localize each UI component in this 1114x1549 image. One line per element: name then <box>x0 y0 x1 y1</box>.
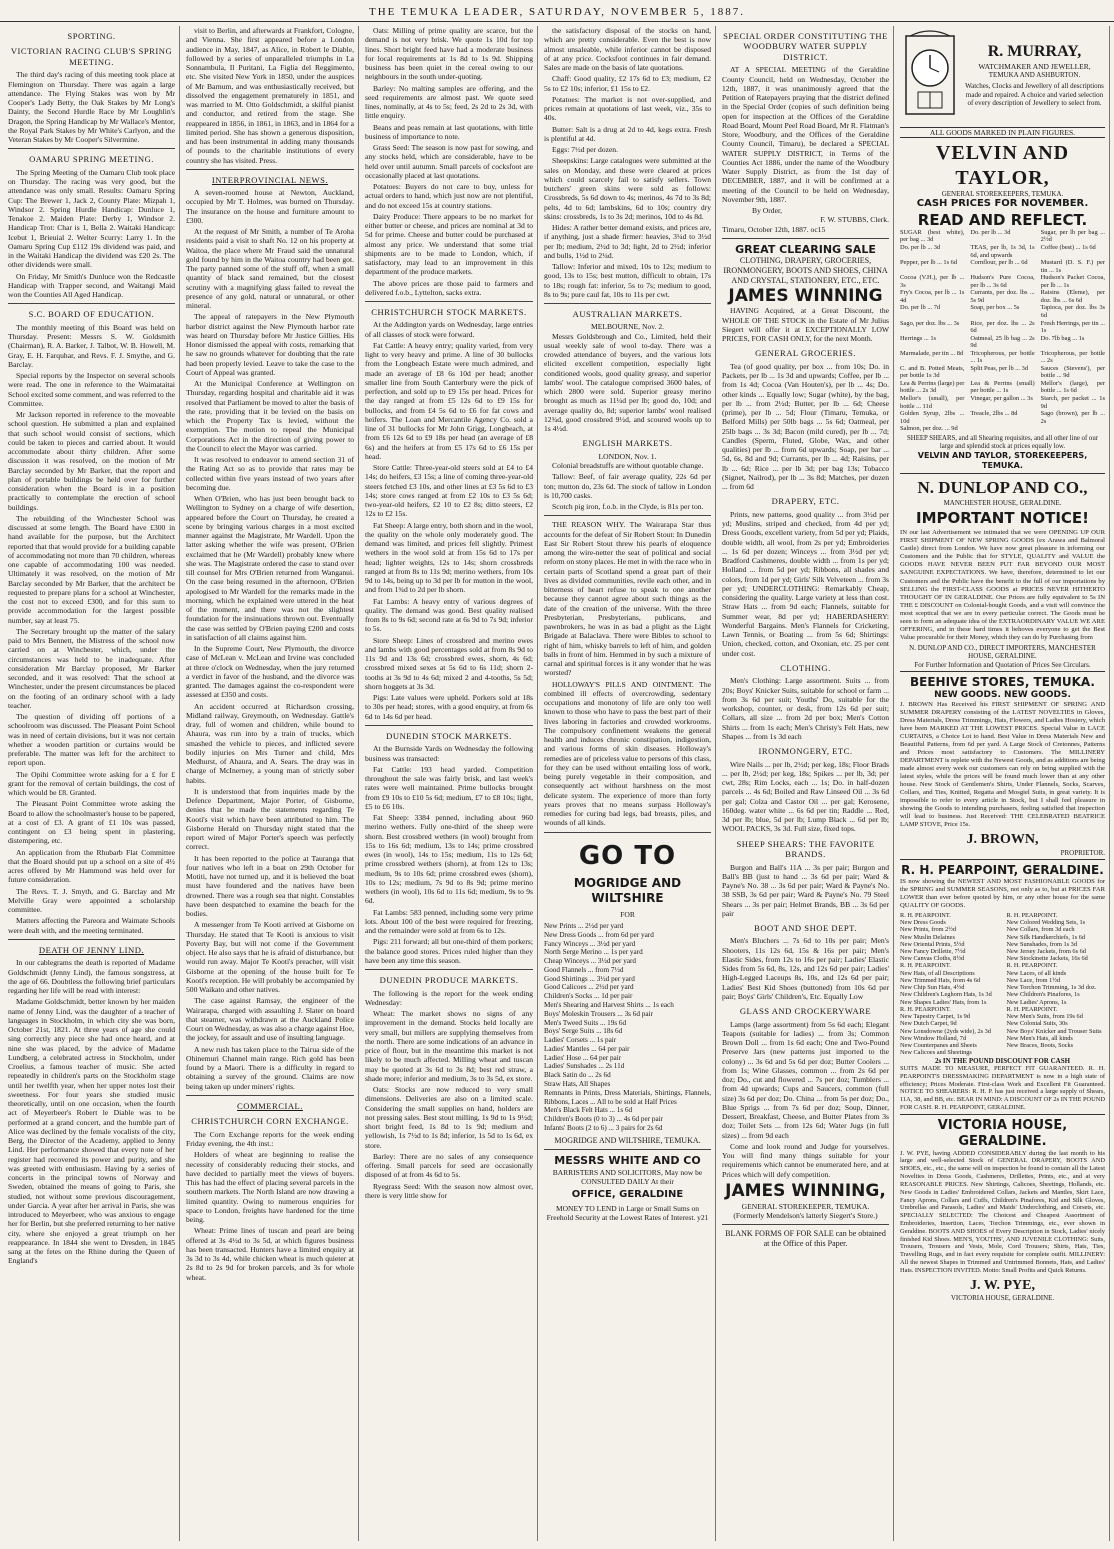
divider <box>186 1095 354 1096</box>
divider <box>544 1149 711 1150</box>
ad-footer: MOGRIDGE AND WILTSHIRE, TEMUKA. <box>554 1135 701 1145</box>
section-heading: CLOTHING. <box>780 662 831 673</box>
article-paragraph: Pigs: 211 forward; all but one-third of them porkers; the balance good stores. Prices ruled higher than they have been any time this season. <box>365 937 533 965</box>
price-list-item: Do. per lb ... 7d <box>900 304 941 312</box>
clearing-sale-sub: CLOTHING, DRAPERY, GROCERIES, IRONMONGERY, BOOTS AND SHOES, CHINA AND CRYSTAL, STATIONERY, ETC., ETC. <box>723 256 888 285</box>
price-list-item: New Lace, from 1½d <box>1006 976 1061 984</box>
velvin-taylor-cash: CASH PRICES FOR NOVEMBER. <box>916 198 1089 210</box>
article-paragraph: Holders of wheat are beginning to realise the necessity of considerably reducing their stocks, and have decided to partially meet the views of buyers. This has had the effect of placing several parcels in the southern markets. The North Island are now drawing a limited quantity. Owing to numerous enquiries for space to London, freights have hardened for the time being. <box>186 1150 354 1225</box>
article-paragraph: AT A SPECIAL MEETING of the Geraldine County Council, held on Wednesday, October the 12th, 1887, it was unanimously agreed that the Petition of Ratepayers praying that the district defined in the Special Order (copies of such definition being open for inspection at the Offices of the Geraldine Road Board, Mount Peel Road Board, Mr R. Flatman's Store, Woodbury, and the Offices of the Geraldine County Council, Timaru), be declared a SPECIAL WATER SUPPLY DISTRICT, in Terms of the Counties Act 1886, under the name of the Woodbury Water Supply District, as from the 1st day of DECEMBER, 1887, and it will be confirmed at a meeting of the Council to be held on Wednesday, November 9th, 1887. <box>722 65 889 204</box>
murray-loc: TEMUKA AND ASHBURTON. <box>988 70 1081 79</box>
article-paragraph: Store Sheep: Lines of crossbred and merino ewes and lambs with good percentages sold at from 8s 9d to 11s 9d and 13s 6d; crossbred ewes, shorn, 4s 6d; crossbred mixed sexes at 5s 6d to 6s 11d; shorn 2-tooths at 3s 9d to 4s 6d; mixed 2 and 4-tooths, 5s 5d; shorn hoggets at 3s 3d. <box>365 635 533 691</box>
price-list-item: New Fancy Drillette, 7½d <box>900 947 966 955</box>
price-list-item: New Canvas Cloths, 8½d <box>900 955 965 963</box>
price-list-item: Golden Syrup, 2lbs ... 10d <box>900 410 965 425</box>
article-paragraph: The rebuilding of the Winchester School was discussed at some length. The Board have £300 in hand available for the purpose, but the Architect reported that that would provide for a building capable of accommodating not more than 70 children, whereas one capable of accommodating 100 was needed. Ultimately it was resolved, on the motion of Mr Barclay seconded by Mr Barker, that the architect be requested to prepare plans for a school at Winchester, the cost not to exceed £300, and for this sum to provide accommodation for the largest possible number, say at least 75. <box>8 513 175 625</box>
price-list: Tea (of good quality, per box ... from 10s; Do. in Packets, per lb ... 1s 3d and upwards; Coffee, per lb ... from 1s 4d; Cocoa (Van Houten's), per lb ... 4s; Do. other kinds ... Equally low; Sugar (white), by the bag, per lb ... from 2½d; Butter, per lb ... 6d; Cheese (prime), per lb ... 5d; Flour (Timaru, Temuka, or Belford Mills) per 50lb bags ... 5s 6d; Oatmeal, per 25lb bags ... 3s 3d; Bacon (mild cured), per lb ... 7d; Candles (Sperm, Fluted, Globe, Wax, and other qualities) per lb ... from 6d upwards; Soap, per bar ... 5d, 6s, 8d and 9d; Currants, per lb ... 4d; Raisins, per lb ... 6d; Rice ... per lb 3d; per bag 13s; Tobacco (Signet, Nailrod), per lb ... 3s 8d; Matches, per dozen ... from 6d <box>722 361 889 492</box>
section-heading: GLASS AND CROCKERYWARE <box>739 1006 872 1017</box>
velvin-taylor-sub: GENERAL STOREKEEPERS, TEMUKA. <box>941 189 1064 198</box>
price-list-item: Fry's Cocoa, per lb ... 1s 4d <box>900 289 965 304</box>
price-list-item: New Counterpanes and Sheets <box>900 1042 977 1050</box>
price-list: Lamps (large assortment) from 5s 6d each; Elegant Teapots (suitable for ladies) ... from 3s; Common Brown Doll ... from 1s 6d each; One and Two-Pound Preserve Jars (new patterns just imported to the colony) ... 3s 6d and 5s 6d per doz; Butter Coolers ... from 1s; Wine Glasses, common ... from 2s 6d per doz; Do., cut and flowered ... 7s per doz; Tumblers ... from 4d upwards; Cups and Saucers, common (full size) 3s 6d per doz; Do. China ... from 5s per doz; Do., Blue Sprigs ... from 7s 6d per doz; Soup, Dinner, Dessert, Breakfast, Cheese, and Butter Plates from 3s doz; Toilet Sets ... from 12s 6d; Water Jugs (in full sizes) ... from 9d each <box>722 1019 889 1140</box>
price-list-item: New Collars, from 3d each <box>1006 926 1075 934</box>
article-paragraph: HAVING Acquired, at a Great Discount, the WHOLE OF THE STOCK in the Estate of Mr Julius Siegert will offer it at EXCEPTIONALLY LOW PRICES, FOR CASH ONLY, for the next Month. <box>722 306 889 344</box>
section-heading: ENGLISH MARKETS. <box>582 438 673 449</box>
article-paragraph: In our cablegrams the death is reported of Madame Goldschmidt (Jenny Lind), the famous songstress, at the age of 66. Doubtless the following brief particulars regarding her life will be read with interest: <box>8 958 175 996</box>
price-list-item: Treacle, 2lbs ... 8d <box>970 410 1018 418</box>
price-list-item: New Boys' Knicker and Trouser Suits <box>1006 1027 1102 1035</box>
price-list-item: New Tapestry Carpet, 1s 9d <box>900 1013 970 1021</box>
section-heading: IRONMONGERY, ETC. <box>758 746 853 757</box>
section-heading: DUNEDIN STOCK MARKETS. <box>386 730 512 741</box>
column-1 <box>4 26 180 1541</box>
article-paragraph: The following is the report for the week ending Wednesday: <box>365 988 533 1007</box>
ad-price-list <box>544 922 711 1133</box>
blank-forms: BLANK FORMS OF FOR SALE can be obtained at the Office of this Paper. <box>725 1229 886 1248</box>
white-co-sub: BARRISTERS AND SOLICITORS, May now be CONSULTED DAILY At their <box>552 1167 703 1186</box>
column-4 <box>540 26 716 1541</box>
article-paragraph: An application from the Rhubarb Flat Committee that the Board should put up a school on a site of 4½ acres offered by Mr Hammond was held over for future consideration. <box>8 847 175 885</box>
price-list-item: Cheap Winceys ... 3½d per yard <box>544 957 636 966</box>
ad-firm-name: MOGRIDGE AND WILTSHIRE <box>573 876 682 906</box>
column-5 <box>718 26 894 1541</box>
price-list-item: Sago, per doz. lbs ... 3s <box>900 319 960 327</box>
article-paragraph: Store Cattle: Three-year-old steers sold at £4 to £4 14s; do heifers, £3 15s; a line of coming three-year-old steers fetched £3 10s, and other lines at £3 5s 6d to £3 14s; store cows ranged at from £2 10s to £3 5s 6d; two-year-old heifers, £2 10 to £2 8s; ditto steers, £2 12s to £2 15s. <box>365 463 533 519</box>
price-list-item: New Lonsdowne (2yds wide), 2s 3d <box>900 1027 991 1035</box>
price-list-item: Cornflour, per lb ... 6d <box>970 259 1028 267</box>
james-winning-sub: GENERAL STOREKEEPER, TEMUKA. <box>741 1201 870 1211</box>
price-list-item: R. H. PEARPOINT. <box>1006 1005 1058 1013</box>
price-list-item: C. and B. Potted Meats, per bottle 1s 3d <box>900 364 965 380</box>
velvin-taylor-reflect: READ AND REFLECT. <box>917 210 1088 229</box>
article-paragraph: Pigs: Late values were upheld. Porkers sold at 18s to 30s per head; stores, with a good enquiry, at from 6s 6d to 14s 6d per head. <box>365 693 533 721</box>
white-co-office: OFFICE, GERALDINE <box>571 1189 684 1201</box>
victoria-house-name: VICTORIA HOUSE, GERALDINE. <box>937 1117 1068 1149</box>
white-co-title: MESSRS WHITE AND CO <box>554 1154 701 1168</box>
article-paragraph: In the Supreme Court, New Plymouth, the divorce case of McLean v. McLean and Irvine was concluded at three o'clock on Wednesday, when the jury returned a verdict in favor of the husband, and the divorce was granted. The damages against the co-respondent were assessed at £350 and costs. <box>186 644 354 700</box>
price-list-item: R. H. PEARPOINT. <box>900 911 951 919</box>
article-paragraph: The Revs. T. J. Smyth, and G. Barclay and Mr Melville Gray were appointed a scholarship committee. <box>8 886 175 915</box>
price-list-item: Ladies' Mantles ... 64 per pair <box>544 1044 630 1053</box>
beehive-prop: PROPRIETOR. <box>900 849 1105 861</box>
price-list-item: New Hats, of all Descriptions <box>900 969 975 977</box>
article-paragraph: The case against Ramsay, the engineer of the Wairarapa, charged with assaulting J. Slater on board that steamer, was withdrawn at the Auckland Police Court on Wednesday, as was also a charge against Hoe, the jockey, for assault and use of insulting language. <box>186 996 354 1043</box>
price-list-item: New Oriental Prints, 5½d <box>900 940 965 948</box>
dateline: MELBOURNE, Nov. 2. <box>590 322 665 332</box>
article-paragraph: Beans and peas remain at last quotations, with little business of importance to note. <box>365 122 533 141</box>
article-paragraph: Fat Cattle: A heavy entry; quality varied, from very light to very heavy and prime. A line of 30 bullocks from the Longbeach Estate were much admired, and made an average of £8 6s 10d per head; another smaller line from South Canterbury were the pick of perfection, and sold up to £9 15s per head. Prices for the day ranged at from £5 12s 6d to £9 15s for bullocks, and from £4 5s 6d to £6 for fat cows and heifers. The Loan and Mercantile Agency Co. sold a line of 31 bullocks for Mr John Grigg, Longbeach, at from £6 12s 6d to £9 18s per head (an average of £8 6s) and the heifers at from £5 17s 6d to £6 15s per head. <box>365 340 533 461</box>
article-paragraph: Oats: Stocks are now reduced to very small dimensions. Deliveries are also on a limited scale. Considering the small supplies on hand, holders are not pressing sales. Best stout milling, 1s 9d to 1s 9½d; short bright feed, 1s 8d to 1s 9d; medium and yellowish, 1s 7½d to 1s 8d; inferior, 1s 5d to 1s 6d, ex store. <box>365 1085 533 1150</box>
article-paragraph: The appeal of ratepayers in the New Plymouth harbor district against the New Plymouth harbor rate was heard on Thursday before Mr Justice Gillies. His Honor dismissed the appeal with costs, remarking that he saw no grounds whatever for doubting that the rate had been properly levied. Leave to take the case to the Court of Appeal was granted. <box>186 312 354 377</box>
beehive-sub: NEW GOODS. NEW GOODS. <box>934 689 1071 700</box>
section-heading: AUSTRALIAN MARKETS. <box>572 309 683 319</box>
pearpoint-list-left <box>900 912 999 1057</box>
article-paragraph: At the request of Mr Smith, a number of Te Aroha residents paid a visit to shaft No. 12 on his property at Waitoa, the place where Mr Fraud said the unnatural gold found by him in the Waitoa country had been got. The party panned some of the stuff off, when a small quantity of black sand remained, but the closest scrutiny with a magnifying glass failed to reveal the presence of any gold, natural or unnatural, or other mineral. <box>186 227 354 311</box>
murray-name: R. MURRAY, <box>987 43 1082 61</box>
velvin-taylor-footer: VELVIN AND TAYLOR, STOREKEEPERS, TEMUKA. <box>900 451 1105 474</box>
section-heading: INTERPROVINCIAL NEWS. <box>211 174 329 185</box>
price-list-item: Lea & Perrins (large) per bottle ... 2s 3d <box>900 379 965 395</box>
velvin-taylor-name: VELVIN AND TAYLOR, <box>935 142 1070 189</box>
divider <box>544 832 711 833</box>
murray-desc: Watches, Clocks and Jewellery of all descriptions made and repaired. A choice and varied selection of every description of Jewellery to select from. <box>965 82 1104 108</box>
price-list-item: New Sunshades, from 1s 3d <box>1006 940 1077 948</box>
dunlop-body: IN our last Advertisement we intimated that we were OPENING UP OUR FIRST SHIPMENT OF NEW SPRING GOODS (ex Arawa and Balmoral Castle) direct from London. We have now great pleasure in informing our Customers and the Public that for STYLE, QUALITY and VALUE the GOODS HAVE NEVER BEEN PUT FAR BEYOND OUR MOST SANGUINE EXPECTATIONS. We have, therefore, determined to let our Customers and the Public have the benefit to the full of our importations by SELLING the FIRST-CLASS GOODS at PRICES NEVER HITHERTO THOUGHT OF IN GERALDINE. Our Prices are fully equivalent to 5s IN THE £ DISCOUNT on Colonial-bought Goods, and a visit will convince the most sceptical that we are in every particular correct. The Goods must be seen to form an adequate idea of the EXTRAORDINARY VALUE WE ARE OFFERING, and in these hard times it behoves everyone to get the Best Value procurable for their Money, which they can do by Purchasing from <box>900 529 1105 641</box>
price-list-item: Tricopherous, per bottle ... 1s <box>970 349 1035 365</box>
beehive-body: J. BROWN Has Received his FIRST SHIPMENT OF SPRING AND SUMMER DRAPERY consisting of the LATEST NOVELTIES in Gloves, Dress Materials, Dress Trimmings, Hats, Flowers, and Ladies Hosiery, which have been MARKED AT THE LOWEST PRICES. Special Value in LACE CURTAINS, a Choice Lot to hand. Best Value in Dress Materials New and Beautiful Patterns, from 6d per yard. A Large Stock of Cretonnes, Patterns and Prices most satisfactory to Customers. The MILLINERY DEPARTMENT is replete with the Newest Goods, and as additions are being made almost every week our customers can rely on being supplied with the latest styles, while the prices will be found much lower than at any other house. New Stock of Gentlemen's Shirts, Under Flannels, Socks, Scarves, Collars, and Ties, Knitted, Regatta and Mosgiel Suits, in great variety. It is impossible to refer to every article in Stock, but I shall feel pleasure in showing the Goods to intending purchasers, feeling satisfied that inspection will lead to business. Just Received: THE CELEBRATED BEATRICE LAMP STOVE, Price 15s. <box>900 700 1105 829</box>
section-heading: SHEEP SHEARS: THE FAVORITE BRANDS. <box>736 838 875 860</box>
article-paragraph: At the Municipal Conference at Wellington on Thursday, regarding hospital and charitable aid it was resolved that Parliament be moved to alter the basis of the rate, providing that it be levied on the basis on which the Property Tax is levied, without the exemption. The motion to repeal the Municipal Corporations Act in the direction of giving power to the Council to elect the Mayor was carried. <box>186 379 354 453</box>
beehive-name: BEEHIVE STORES, TEMUKA. <box>910 675 1095 690</box>
order-date: Timaru, October 12th, 1887. oc15 <box>722 224 826 234</box>
price-list-item: New Chip Sun Hats, 4½d <box>900 984 965 992</box>
price-list: Prints, new patterns, good quality ... from 3½d per yd; Muslins, striped and checked, from 4d per yd; Dress Goods, excellent variety, from 5d per yd; Plaids, double width, all wool, from 2s per yd; Embroideries ... 1s 6d per dozen; Winceys ... from 3½d per yd; Bradford Cashmeres, double width ... from 1s per yd; Holland ... from 5d per yd; Ribbons, all shades and colors, from 1d per yd; Girls' Silk Velveteen ... from 3s per yd; UNDERCLOTHING: Remarkably Cheap, considering the quality. Large variety at less than cost. Straw Hats ... from 9d each; Flannels, suitable for Summer wear, 8d per yd; HABERDASHERY: Wonderful Bargains. Men's Flannels for Cricketing, Lawn Tennis, or Boating ... from 5s 6d; Shirtings: Union, checked, cotton, and Oxonian, etc. 25 per cent under cost. <box>722 509 889 658</box>
article-paragraph: Fat Sheep: 3384 penned, including about 960 merino wethers. Fully one-third of the sheep were shorn. Best crossbred wethers (in wool) brought from 15s to 16s 6d; medium, 13s to 14s; prime crossbred ewes (in wool), 14s to 15s; medium, 11s to 12s 6d; prime crossbred wethers (shorn), at from 12s to 13s; medium, 9s to 10s 6d; prime crossbred ewes (shorn), 10s to 12s; medium, 7s 9d to 8s 9d; prime merino wethers (in wool), 10s 6d to 11s 6d; medium, 9s to 9s 6d. <box>365 813 533 906</box>
article-paragraph: Hides: A rather better demand exists, and prices are, if anything, just a shade firmer: heavies, 3¼d to 3½d per lb; medium, 2½d to 3d; light, 2d to 2½d; inferior and bulls, 1½d to 2¼d. <box>544 223 711 260</box>
article-paragraph: It is understood that from inquiries made by the Defence Department, Major Porter, of Gisborne, denies that he made the statements regarding Te Kooti's visit which have been attributed to him. The Gisborne Herald on Thursday night stated that the report wired of Major Porter's speech was perfectly correct. <box>186 786 354 852</box>
dunlop-footer: For Further Information and Quotation of Prices See Circulars. <box>900 661 1105 673</box>
price-list-item: Split Peas, per lb ... 3d <box>970 364 1029 372</box>
article-paragraph: It has been reported to the police at Tauranga that four natives who left in a boat on 29th October for Motiti, have not turned up, and it is believed the boat must have foundered and the natives have been drowned. There was a rough sea that night. Constables have been despatched to examine the beach for the bodies. <box>186 853 354 919</box>
price-list-item: Do. 7lb bag ... 1s <box>1040 334 1085 342</box>
article-paragraph: HOLLOWAY'S PILLS AND OINTMENT. The combined ill effects of overcrowding, sedentary occupations and monotony of life are only too well known to those who have to pass the best part of their lives laboring in factories and crowded workrooms. The compulsory confinement weakens the general health and induces chronic constipation, indigestion, and various forms of skin diseases. Holloway's remedies are of priceless value to persons of this class, for they can be used without entailing loss of work, being purely vegetable in their composition, and consequently act without harshness on the most delicate system. The experience of more than forty years proves that no means surpass Holloway's remedies for curing bad legs, bad breasts, piles, and wounds of all kinds. <box>544 679 711 828</box>
article-paragraph: The third day's racing of this meeting took place at Flemington on Thursday. There was again a large attendance. The Flying Stakes was won by Mr Cooper's Lady Betty, the Oak Stakes by Mr Long's Dainty, the Second Hurdle Race by Mr Loughlin's Dragon, the Spring Handicap by Mr Wallace's Mentor, the Royal Park Stakes by Mr White's Carlyon, and the Veteran Stakes by Mr Cooper's Silvermine. <box>8 70 175 145</box>
price-list-item: New Trimmed Hats, from 4s 6d <box>900 976 981 984</box>
article-paragraph: The Secretary brought up the matter of the salary paid to Mrs Bennett, the Mistress of the school now carried on at Winchester, which, under the circumstances was held to be inadequate. After consideration Mr Barclay proposed, Mr Barker seconded, and it was resolved: That the school at Winchester, under the present circumstances be placed on the footing of an ordinary school with a lady teacher. <box>8 626 175 710</box>
section-heading: SPORTING. <box>67 31 116 41</box>
price-list-item: New Prints, from 2½d <box>900 926 957 934</box>
price-list-item: R. H. PEARPOINT. <box>900 962 951 970</box>
article-paragraph: A new rush has taken place to the Tairua side of the Ohinemuri Channel main range. Rich gold has been found by a Maori. There is a difficulty in regard to obtaining a survey of the ground. Claims are now being taken up under miners' rights. <box>186 1044 354 1091</box>
section-heading: DRAPERY, ETC. <box>771 496 840 507</box>
pearpoint-name: R. H. PEARPOINT, GERALDINE. <box>901 863 1104 878</box>
victoria-house-body: J. W. PYE, having ADDED CONSIDERABLY during the last month to his large and well-selected Stock of GENERAL DRAPERY, BOOTS AND SHOES, etc., etc., the same will on inspection be found to contain all the Latest Novelties in Dress Goods, Cashmeres, Drillettes, Prints, etc., and at very REASONABLE PRICES. New Shirtings, Calicoes, Sheetings, Hollands, etc. New Goods in Ladies' Embroidered Collars, Jackets and Mantles, Skirt Lace, Fancy Aprons, Collars and Cuffs, Children's Pinafores, Kid and Silk Gloves, Umbrellas and Parasols, Ladies' and Maids' Underclothing, and Corsets, etc. SPECIALLY SELECTED: The Choicest and Cheapest Assortment of Embroideries, Insertion, Laces, Torchon Trimmings, etc., ever shown in Geraldine. BOOTS AND SHOES of Every Description in Stock, Ladies' nicely finished Kid Shoes. MEN'S, YOUTHS', AND JUVENILE CLOTHING: Suits, Trousers, Trousers and Vests, Mole, Cord Trousers; Shirts, Hats, Ties, Travelling Rugs, and in fact every requisite for complete outfit. MILLINERY: All the newest Shapes in Trimmed and Untrimmed Bonnets, Hats, and Ladies' Hats. INSPECTION INVITED. Motto: Small Profits and Quick Returns. <box>900 1149 1105 1274</box>
article-paragraph: Barley: No malting samples are offering, and the seed requirements are almost past. We quote seed lines, nominally, at 4s to 5s; feed, 2s 2d to 2s 3d, with little enquiry. <box>365 83 533 121</box>
article-paragraph: At the Addington yards on Wednesday, large entries of all classes of stock were forward. <box>365 320 533 339</box>
price-list-item: New Men's Suits, from 19s 6d <box>1006 1013 1083 1021</box>
price-list-item: Herrings ... 1s <box>900 334 937 342</box>
price-list-item: Soap, per box ... 5s <box>970 304 1020 312</box>
article-paragraph: Special reports by the Inspector on several schools were read. The one in reference to the Waimataitai School excited some comment, and was referred to the Committee. <box>8 371 175 408</box>
price-list-item: Boys' Moleskin Trousers ... 3s 6d pair <box>544 1009 653 1018</box>
price-list-item: New Men's Hats, all kinds <box>1006 1034 1073 1042</box>
price-list-item: Rice, per doz. lbs ... 2s 6d <box>970 319 1035 335</box>
article-paragraph: Potatoes: The market is not over-supplied, and prices remain at quotations of last week, viz., 35s to 40s. <box>544 94 711 123</box>
price-list-item: New Stockinette Jackets, 16s 6d <box>1006 955 1088 963</box>
price-list-item: Oatmeal, 25 lb bag ... 2s 9d <box>970 334 1035 350</box>
section-heading: BOOT AND SHOE DEPT. <box>754 923 857 933</box>
price-list-item: Hudson's Pure Cocoa, per lb ... 3s 6d <box>970 274 1035 289</box>
article-paragraph: Wheat: The market shows no signs of any improvement in the demand. Stocks held locally are very small, but millers are supplying themselves from the north. There are some indications of an advance in price of flour, but in the meantime this market is not likely to be much affected. Milling wheat and tuscan may be quoted at 3s 6d to 3s 8d; best red straw, a shade more; inferior and medium, 3s to 3s 5d, ex store. <box>365 1009 533 1083</box>
article-paragraph: the satisfactory disposal of the stocks on hand, which are pretty considerable. Even the best is now almost unsaleable, while inferior cannot be disposed of at any price. Cocksfoot continues in fair demand. Sales are made on the basis of late quotations. <box>544 26 711 72</box>
price-list-item: Good Shirtings ... 3½d per yard <box>544 974 635 983</box>
article-paragraph: The monthly meeting of this Board was held on Thursday. Present: Messrs S. W. Goldsmith (Chairman), R. A. Barker, J. Talbot, W. B. Howell, M. Gray, E. H. Farquhar, and Revs. F. J. Smythe, and G. Barclay. <box>8 322 175 369</box>
price-list-item: Do. per lb ... 3d <box>970 228 1011 236</box>
murray-footer: ALL GOODS MARKED IN PLAIN FIGURES. <box>900 127 1105 138</box>
price-list-item: Men's Tweed Suits ... 19s 6d <box>544 1018 627 1027</box>
article-paragraph: Barley: There are no sales of any consequence offering. Small parcels for seed are occasionally disposed of at from 4s 6d to 5s. <box>365 1151 533 1180</box>
price-list-item: Marmalade, per tin ... 8d <box>900 349 964 357</box>
divider <box>186 169 354 170</box>
price-list-item: R. H. PEARPOINT. <box>1006 962 1058 970</box>
article-paragraph: The above prices are those paid to farmers and delivered f.o.b., Lyttelton, sacks extra. <box>365 278 533 297</box>
article-paragraph: Tallow: Beef, of fair average quality, 22s 6d per ton; mutton do, 23s 6d. The stock of tallow in London is 10,700 casks. <box>544 472 711 500</box>
pearpoint-list-right <box>1007 912 1106 1057</box>
price-list-item: Mustard (D. S. F.) per tin ... 1s <box>1040 259 1105 274</box>
price-list-item: Coffee (best) ... 1s 6d <box>1040 244 1096 252</box>
price-list-item: Good Flannels ... from 7½d <box>544 965 624 974</box>
section-heading: CHRISTCHURCH CORN EXCHANGE. <box>191 1116 349 1127</box>
price-list-item: Mellor's (small), per bottle ... 11d <box>900 394 965 410</box>
article-paragraph: Fat Lambs: A heavy entry of various degrees of quality. The demand was good. Best quality realised from 8s to 9s 6d; second rate at 6s 9d to 7s 9d; inferior to 5s. <box>365 596 533 634</box>
velvin-taylor-prices <box>900 229 1105 433</box>
price-list: Burgon and Ball's 11A ... 3s per pair; Burgon and Ball's BB (just to hand ... 3s 6d per pair; Ward & Payne's No. 38 ... 3s 6d per pair; Ward & Payne's No. 38 SSB, 3s 6d per pair; Ward & Payne's No. 79 Steel Shears ... 3s per pair; Helmet Brands, BB ... 3s 6d per pair <box>722 862 889 918</box>
price-list-item: New Children's Leghorn Hats, 1s 3d <box>900 991 992 999</box>
article-paragraph: Matters affecting the Pareora and Waimate Schools were dealt with, and the meeting terminated. <box>8 916 175 935</box>
dunlop-notice: IMPORTANT NOTICE! <box>915 509 1090 528</box>
white-co-money: MONEY TO LEND in Large or Small Sums on Freehold Security at the Lowest Rates of Interest. y21 <box>546 1204 709 1223</box>
article-paragraph: Sheepskins: Large catalogues were submitted at the sales on Monday, and these were cleared at prices which could scarcely fail to satisfy sellers. Town butchers' green skins were sold as follows: Crossbreds, 5s 6d down to 4s; merinos, 4s 7d to 3s 8d; pelts, 4d to 6d; lambskins, 6d to 10s; country dry skins: crossbreds, 1s to 3s 2d; merinos, 10d to 4s 8d. <box>544 156 711 221</box>
victoria-house-sig: J. W. PYE, <box>970 1277 1035 1293</box>
price-list-item: Sauces (Stevens'), per bottle ... 9d <box>1040 364 1105 380</box>
price-list: Men's Bluchers ... 7s 6d to 10s per pair; Men's Shooters, 11s 12s 6d, 15s & 16s per pair; Men's Elastic Sides, from 12s to 16s per pair; Ladies' Elastic Sides from 5s 6d, 8s, 12s, and 12s 6d per pair; Ladies' High-Legged Laceups 8s, 10s, and 12s 6d per pair; Ladies' Best Kid Shoes (buttoned) from 10s 6d per pair; Boys' Girls' Children's, Etc. Equally Low <box>722 936 889 1001</box>
section-heading: DEATH OF JENNY LIND. <box>38 944 145 955</box>
ad-goto: GO TO <box>578 840 677 871</box>
article-paragraph: A seven-roomed house at Newton, Auckland, occupied by Mr T. Holmes, was burned on Thursday. The insurance on the house and furniture amount to £300. <box>186 188 354 225</box>
section-heading: OAMARU SPRING MEETING. <box>29 154 154 165</box>
ad-for: FOR <box>620 909 635 919</box>
price-list-item: Currants, per doz. lbs ... 5s 9d <box>970 289 1035 304</box>
price-list-item: Mellor's (large), per bottle ... 1s 6d <box>1040 379 1105 395</box>
article-paragraph: The Corn Exchange reports for the week ending Friday evening, the 4th inst.: <box>186 1129 354 1149</box>
pearpoint-discount: 2s IN THE POUND DISCOUNT FOR CASH <box>934 1056 1071 1065</box>
article-paragraph: The Opihi Committee wrote asking for a £ for £ grant for the removal of certain buildings, the cost of which would be £8. Granted. <box>8 769 175 798</box>
column-3 <box>361 26 538 1541</box>
clearing-sale-title: GREAT CLEARING SALE <box>735 242 876 256</box>
james-winning-note: (Formerly Mendelson's latterly Siegert's Store.) <box>733 1210 878 1220</box>
price-list-item: TEAS, per lb, 1s 3d, 1s 6d, and upwards <box>970 244 1035 259</box>
article-paragraph: Wheat: Prime lines of tuscan and pearl are being offered at 3s 4½d to 3s 5d, at which figures business has been transacted. Hunters have a limited enquiry at 3s 3d to 3s 4d, while chicken wheat is much quieter at 2s 8d to 2s 9d for broken parcels, and 3s for whole wheat. <box>186 1226 354 1282</box>
price-list-item: Children's Boots (0 to 3) ... 4s 6d per pair <box>544 1115 664 1124</box>
divider <box>544 515 711 516</box>
price-list-item: Tapioca, per doz. lbs 3s 6d <box>1040 304 1105 319</box>
pearpoint-footer: SUITS MADE TO MEASURE, PERFECT FIT GUARANTEED. R. H. PEARPOINT'S DRESSMAKING DEPARTMENT is now in a high state of efficiency; Prices Moderate. First-class Work and Excellent Fit Guaranteed. NOTICE TO SHEARERS: R. H. P. has just received a large supply of Shears, 11A, 38, and BB, etc. BEAR IN MIND: A DISCOUNT OF 2s IN THE POUND FOR CASH. R. H. PEARPOINT, GERALDINE. <box>900 1065 1105 1115</box>
article-paragraph: Dairy Produce: There appears to be no market for either butter or cheese, and prices are nominal at 3d to 5d for prime. Cheese and butter could be purchased at almost any price. We understand that some trial shipments are to be made to London, which, if satisfactory, may lead to an improvement in this department of the produce markets. <box>365 211 533 277</box>
article-paragraph: Oats: Milling of prime quality are scarce, but the demand is not very brisk. We quote 1s 10d for top lines. Short bright feed have had a moderate business for local requirements at 1s 8d to 1s 9d. Shipping business has been quiet in the cereal owing to our neighbours in the south under-quoting. <box>365 26 533 82</box>
price-list-item: New Silk Handkerchiefs, 1s 6d <box>1006 933 1086 941</box>
price-list: Men's Clothing: Large assortment. Suits ... from 20s; Boys' Knicker Suits, suitable for school or farm ... from 3s 6d per suit; Youths' Do, suitable for the workshop, counter, or desk, from 12s 6d per suit; Collars, all size ... from 2d per box; Men's Cotton Shirts ... from 1s each; Men's Christy's Felt Hats, new Shapes ... from 1s 3d each <box>722 676 889 741</box>
section-heading: COMMERCIAL. <box>237 1100 303 1111</box>
article-paragraph: Fat Lambs: 583 penned, including some very prime lots. About 100 of the best were required for freezing, and the remainder were sold at from 6s to 12s. <box>365 907 533 936</box>
price-list-item: New Braces, Boots, Socks <box>1006 1042 1074 1050</box>
column-2 <box>182 26 359 1541</box>
article-paragraph: Eggs: 7½d per dozen. <box>552 145 619 154</box>
price-list-item: New Prints ... 2½d per yard <box>544 921 624 930</box>
price-list-item: New Torchon Trimming, 1s 3d doz. <box>1006 984 1097 992</box>
article-paragraph: Chaff: Good quality, £2 17s 6d to £3; medium, £2 5s to £2 10s; inferior, £1 15s to £2. <box>544 74 711 93</box>
price-list-item: New Children's Pinafores, 1s <box>1006 991 1080 999</box>
article-paragraph: Butter: Salt is a drug at 2d to 4d, kegs extra. Fresh is plentiful at 4d. <box>544 124 711 143</box>
price-list-item: Infants' Boots (2 to 6) ... 3 pairs for 2s 6d <box>544 1123 663 1132</box>
price-list-item: New Laces, of all kinds <box>1006 969 1067 977</box>
price-list-item: Salmon, per doz. ... 9d <box>900 425 958 433</box>
order-sign: F. W. STUBBS, Clerk. <box>820 215 889 225</box>
section-heading: DUNEDIN PRODUCE MARKETS. <box>379 975 519 986</box>
section-heading: VICTORIAN RACING CLUB'S SPRING MEETING. <box>10 46 173 67</box>
order-by: By Order, <box>752 206 783 216</box>
divider <box>722 238 889 239</box>
james-winning-sig: JAMES WINNING, <box>725 1180 886 1201</box>
price-list-item: Ladies' Sunshades ... 2s 11d <box>544 1062 625 1071</box>
article-paragraph: The Spring Meeting of the Oamaru Club took place on Thursday. The racing was very good, but the attendance was only small. Results: Oamaru Spring Cup: The Brewer 1, Jack 2, County Plate: Mizpah 1, Windsor 2. Spring Hurdle Handicap: Dunluce 1, Tenakoe 2. Maiden Plate: Derby 1, Windsor 2. Handicap Trot: Char is 1, Bella 2. Waitaki Handicap: Icebut 1, Brieuial 2. Welter Scurry: Larry 1. In the Oamaru Spring Cup £112 19s dividend was paid, and in the Waitaki Handicap the dividend was £20 2s. The other dividends were small. <box>8 167 175 270</box>
price-list-item: Lea & Perrins (small) per bottle ... 1s <box>970 379 1035 395</box>
article-paragraph: Tallow: Inferior and mixed, 10s to 12s; medium to good, 13s to 15s; best mutton, difficult to obtain, 17s to 18s; rough fat: inferior, 5s to 7s; medium to good, 8s to 9s; pure caul fat, 10s to 11s per cwt. <box>544 262 711 299</box>
price-list-item: New Ladies' Aprons, 1s <box>1006 998 1067 1006</box>
article-paragraph: Grass Seed: The season is now past for sowing, and any stocks held, which are considerable, have to be held over until autumn. Small parcels of cocksfoot are occasionally placed at last quotations. <box>365 143 533 180</box>
price-list-item: New Window Holland, 7d <box>900 1034 967 1042</box>
article-paragraph: An accident occurred at Richardson crossing, Midland railway, Greymouth, on Wednesday. Gattle's dray, full of women and children, while bound to Ahaura, was run into by a train of trucks, which smashed the vehicle to pieces, and inflicted severe bodily injuries on Mrs Turner and child, Mrs Medhurst, of Ahaura, and A. Sears. The dray was in charge of McInerney, a young man of strictly sober habits. <box>186 701 354 785</box>
price-list-item: Boys' Serge Suits ... 18s 6d <box>544 1027 623 1036</box>
price-list-item: R. H. PEARPOINT. <box>1006 911 1058 919</box>
price-list-item: Hudson's Packet Cocoa, per lb ... 1s <box>1040 274 1105 289</box>
article-paragraph: Messrs Goldsbrough and Co., Limited, held their usual weekly sale of wool to-day. There was a crowded attendance of buyers, and the various lots elicited excellent competition, especially light conditioned wools, good quality greasy, and superior lambs' wool. The catalogue comprised 3600 bales, of which 2800 were sold. Superior greasy merino brought as much as 11¼d per lb; good do, 10d; and average quality do, 8d; superior lambs' wool realised 12¾d, good crossbred 9½d, and scoured wools up to 1s 4½d. <box>544 331 711 434</box>
divider <box>365 725 533 726</box>
price-list-item: New Muslin Delaines <box>900 933 955 941</box>
price-list-item: Sago (brown), per lb ... 2s <box>1040 410 1105 425</box>
price-list-item: Straw Hats, All Shapes <box>544 1080 611 1088</box>
price-list-item: New Jersey Jackets, from 6s 6d <box>1006 947 1086 955</box>
price-list-item: Good Calicoes ... 2½d per yard <box>544 983 634 992</box>
price-list-item: New Dutch Carpet, 9d <box>900 1020 957 1028</box>
price-list-item: R. H. PEARPOINT. <box>900 1005 951 1013</box>
article-paragraph: Potatoes: Buyers do not care to buy, unless for actual orders to hand, which just now are not plentiful, and do not exceed 15s at country stations. <box>365 182 533 210</box>
price-list-item: Children's Socks ... 1d per pair <box>544 992 633 1001</box>
article-paragraph: Fat Cattle: 193 head yarded. Competition throughout the sale was fairly brisk, and last week's rates were well maintained. Prime bullocks brought from £9 10s to £10 5s 6d; medium, £7 to £8 10s; light, £5 to £6 10s. <box>365 764 533 811</box>
price-list-item: Sugar, per lb per bag ... 2½d <box>1040 228 1105 244</box>
article-paragraph: Madame Goldschmidt, better known by her maiden name of Jenny Lind, was the daughter of a teacher of languages in Stockholm, in which city she was born, October 21st, 1821. At three years of age she could sing correctly any piece she had once heard, and at nine she was placed, by the advice of Madame Lundberg, a celebrated actress in Stockholm, under Croelius, a famous teacher of music. She acted repeatedly in children's parts on the Stockholm stage until her twelfth year, when her upper notes lost their sweetness. For four years she studied music theoretically, until on one occasion, when the fourth act of Meyerbeer's Robert le Diable was to be performed at a grand concert, and the humble part of Alice was declined by the female vocalists of the city, Berg, the Director of the Academy, applied to Jenny Lind. Her performance showed that every note of her register had recovered its power and purity, and she was greeted with enthusiasm. Having by a series of concerts in the principal towns of Norway and Sweden, obtained the means of going to Paris, she studied, not without some previous discouragement, under Garcia. A year after her arrival in Paris, she was introduced to Meyerbeer, who was anxious to engage her for Berlin, but she preferred returning to her native city, where she enjoyed a great triumph on her reappearance. In 1844 she went to Dresden, in 1845 sang at the fetes on the Rhine during the Queen of England's <box>8 997 175 1266</box>
price-list-item: Starch, per packet ... 1s 9d <box>1040 394 1105 410</box>
price-list-item: Cocoa (V.H.), per lb ... 3s <box>900 274 965 289</box>
article-paragraph: When O'Brien, who has just been brought back to Wellington to Sydney on a charge of wife desertion, appeared before the Court on Thursday, he created a scene by bringing various charges in a most excited manner against the Magistrate, Mr Wardell. Upon the latter asking whether the wife was present, O'Brien exclaimed that he (Mr Wardell) probably knew where she was. The Magistrate ordered the case to stand over till counsel for Mrs O'Brien returned from Wanganui. On the case being resumed in the afternoon, O'Brien apologised to Mr Wardell for the remarks made in the morning, which he explained were uttered in the heat of the moment, and there was not the slightest foundation for the insinuations thrown out. Eventually the case was settled by O'Brien paying £200 and costs in satisfaction of all claims against him. <box>186 494 354 642</box>
james-winning-title: JAMES WINNING <box>728 285 883 306</box>
column-6 <box>896 26 1110 1541</box>
section-heading: GENERAL GROCERIES. <box>755 348 856 359</box>
price-list-item: New Colored Wedding Sets, 1s <box>1006 919 1086 927</box>
section-heading: CHRISTCHURCH STOCK MARKETS. <box>371 307 527 317</box>
article-paragraph: visit to Berlin, and afterwards at Frankfort, Cologne, and Vienna. She first appeared before a London audience in May, 1847, as Alice, in Robert le Diable, followed by a series of unparalleled triumphs in La Sonnambula, Il Puritani, La Figlia del Reggimento, etc. She visited New York in 1850, under the auspices of Mr Barnum, and was enthusiastically received, but dissolved the engagement prematurely in 1851, and was married to M. Otto Goldschmidt, a skilful pianist and conductor, and retired from the stage. She reappeared in 1856, in 1861, in 1863, and in 1864 for a limited period. She has shown a generous disposition, and has been instrumental in adding many thousands of pounds to the charitable institutions of every country she has visited. Press. <box>186 26 354 165</box>
price-list-item: New Dress Goods ... from 6d per yard <box>544 930 654 939</box>
price-list-item: Ladies' Corsets ... 1s pair <box>544 1036 617 1045</box>
divider <box>8 303 175 304</box>
price-list-item: Tricopherous, per bottle ... 2s <box>1040 349 1105 365</box>
price-list-item: Raisins (Eleme), per doz. lbs ... 6s 6d <box>1040 289 1105 304</box>
price-list-item: Ladies' Hose ... 64 per pair <box>544 1053 622 1062</box>
price-list-item: North Serge Merino ... 1s per yard <box>544 948 643 957</box>
dunlop-loc: MANCHESTER HOUSE, GERALDINE. <box>943 498 1062 507</box>
price-list-item: New Colonial Suits, 30s <box>1006 1020 1068 1028</box>
divider <box>365 969 533 970</box>
victoria-house-loc: VICTORIA HOUSE, GERALDINE. <box>950 1293 1055 1302</box>
price-list-item: Fresh Herrings, per tin ... 1s <box>1040 319 1105 335</box>
section-heading: SPECIAL ORDER CONSTITUTING THE WOODBURY WATER SUPPLY DISTRICT. <box>723 31 888 62</box>
price-list-item: New Dress Goods <box>900 919 946 927</box>
article-paragraph: It was resolved to endeavor to amend section 31 of the Rating Act so as to provide that rates may be collected within five years instead of two years after becoming due. <box>186 455 354 492</box>
beehive-sig: J. BROWN, <box>966 832 1039 848</box>
article-paragraph: Colonial breadstuffs are without quotable change. <box>552 461 704 471</box>
section-heading: S.C. BOARD OF EDUCATION. <box>28 309 155 320</box>
price-list-item: New Calicoes and Sheetings <box>900 1049 972 1057</box>
murray-title: WATCHMAKER AND JEWELLER, <box>978 61 1091 71</box>
dateline: LONDON, Nov. 1. <box>598 451 657 461</box>
price-list-item: Men's Shearing and Harvest Shirts ... 1s each <box>544 1000 674 1009</box>
price-list-item: Do. per lb ... 3d <box>900 244 941 252</box>
divider <box>722 1224 889 1225</box>
price-list-item: Pepper, per lb ... 1s 6d <box>900 259 958 267</box>
velvin-taylor-note: SHEEP SHEARS, and all Shearing requisites, and all other line of our large and splendid stock at prices equally low. <box>907 434 1098 450</box>
price-list-item: Vinegar, per gallon ... 3s <box>970 394 1033 402</box>
price-list-item: Men's Black Felt Hats ... 1s 6d <box>544 1106 633 1115</box>
divider <box>8 148 175 149</box>
divider <box>544 303 711 304</box>
article-paragraph: At the Burnside Yards on Wednesday the following business was transacted: <box>365 744 533 763</box>
article-paragraph: Ryegrass Seed: With the season now almost over, there is very little show for <box>365 1181 533 1200</box>
article-paragraph: The question of dividing off portions of a schoolroom was discussed. The Pleasant Point School was in need of certain divisions, but it was not certain whether a wooden partition or curtains would be preferable. The matter was left for the architect to report upon. <box>8 712 175 768</box>
article-paragraph: Come and look round and Judge for yourselves. You will find many things suitable for your requirements which cannot be enumerated here, and at Prices which will defy competition. <box>722 1141 889 1179</box>
price-list-item: SUGAR (best white), per bag ... 3d <box>900 228 965 244</box>
masthead: THE TEMUKA LEADER, SATURDAY, NOVEMBER 5, 1887. <box>0 0 1114 22</box>
price-list-item: New Shapes Ladies' Hats, from 1s <box>900 998 987 1006</box>
article-paragraph: A messenger from Te Kooti arrived at Gisborne on Thursday. He stated that Te Kooti is anxious to visit Poverty Bay, but will not come if the Government object. He also says that he is afraid of disturbance, but would run away. Major Te Kooti's preacher, will visit Gisborne at the opening of the house built for Te Kooti's reception. He will probably be accompanied by 500 Waikato and other natives. <box>186 920 354 995</box>
pearpoint-body: IS now showing the NEWEST AND MOST FASHIONABLE GOODS for the SPRING and SUMMER SEASONS, not only as to, but at PRICES FAR LOWER than ever before quoted by him, or any other house for the same QUALITY OF GOODS. <box>900 877 1105 909</box>
clock-icon <box>900 30 960 120</box>
dunlop-name: N. DUNLOP AND CO., <box>917 477 1088 497</box>
price-list-item: Remnants in Prints, Dress Materials, Shirtings, Flannels, Ribbons, Laces ... All to be sold at Half Prices <box>544 1088 711 1106</box>
divider <box>365 301 533 302</box>
article-paragraph: Mr Jackson reported in reference to the moveable school question. He submitted a plan and explained that such school would consist of sections, which could be taken to pieces and carried about. It would accommodate about thirty children. After some discussion it was resolved, on the motion of Mr Barclay seconded by Mr Barker, that the report and plan of portable buildings be held over for further consideration when the Board is in a position practically to contemplate the erection of school buildings. <box>8 410 175 512</box>
article-paragraph: Scotch pig iron, f.o.b. in the Clyde, is 81s per ton. <box>552 502 704 512</box>
article-paragraph: The Pleasant Point Committee wrote asking the Board to allow the schoolmaster's house to be papered, at a cost of £3. A grant of £1 10s was passed, contingent on £3 being spent in plastering, distempering, etc. <box>8 799 175 846</box>
price-list: Wire Nails ... per lb, 2½d; per keg, 18s; Floor Brads ... per lb, 2½d; per keg, 18s; Spikes ... per lb, 3d; per cwt, 28s; Rim Locks, each ... 1s; Do. in half-dozen parcels ... 4s 6d; Boiled and Raw Linseed Oil ... 3s 6d per gal; Colza and Castor Oil ... per gal; Kerosene, 160deg. water white ... 6s 6d per tin; Raddle ... Red, 3d per lb; blue, 5d per lb; Lump Black ... 6d per lb; WOOL PACKS, 3s 3d. Full size, fixed tops. <box>722 759 889 834</box>
article-paragraph: Fat Sheep: A large entry, both shorn and in the wool, the quality on the whole only moderately good. The demand was limited, and prices fell slightly. Primest wethers in the wool sold at from 15s 6d to 17s per head; lighter weights, 12s to 14s; shorn crossbreds ranged at from 8s to 11s 9d; merino wethers, from 10s 9d to 14s, being up to 3d per lb for mutton in the wool, and from 1¾d to 2d per lb shorn. <box>365 520 533 595</box>
article-paragraph: On Friday, Mr Smith's Dunluce won the Redcastle Handicap with Trapper second, and Waitangi Maid won the Counties All Aged Handicap. <box>8 271 175 300</box>
dunlop-sig: N. DUNLOP AND CO., DIRECT IMPORTERS, MANCHESTER HOUSE, GERALDINE. <box>909 643 1096 661</box>
divider <box>8 939 175 940</box>
price-list-item: Fancy Winceys ... 3½d per yard <box>544 939 636 948</box>
price-list-item: Black Satin do ... 2s 6d <box>544 1071 611 1080</box>
article-paragraph: THE REASON WHY. The Wairarapa Star thus accounts for the defeat of Sir Robert Stout: In Dunedin East Sir Robert Stout threw his pearls of eloquence among the wire-netter the seat of political and social reform on stony places. He met in with the race who in certain parts of Scotland spend a great part of their lives as divided communities, revile each other, and in bitterness of heart refuse to speak to one another because they cannot agree about such things as the date of the creation of the universe. With the three Presbyterian, Presbyterians, publicans, and pawnbrokers, he was in as bad a plight as the Light Brigade at Balaclava. There were Bibles to school to right of him, whisky barrels to left of him, and golden balls in front of him. Hemmed in by such a mixture of carnal and spiritual forces is it any wonder that he was worsted? <box>544 520 712 678</box>
